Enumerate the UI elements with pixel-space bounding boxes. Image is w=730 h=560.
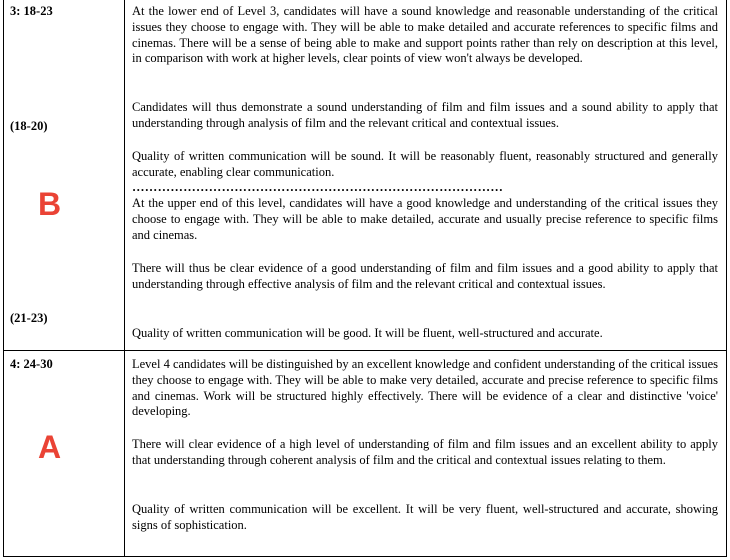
level-3-lower-paragraph-2: Candidates will thus demonstrate a sound understanding of film and film issues and a sound ability to apply that understanding through analysis of film and the relevant critical and contextual issues.	[132, 100, 718, 130]
grade-a: A	[38, 429, 62, 465]
level-3-label-cell	[4, 0, 125, 350]
level-4-paragraph-3: Quality of written communication will be excellent. It will be very fluent, well-structured and accurate, showing signs of sophistication.	[132, 502, 718, 532]
level-4-label-cell	[4, 351, 125, 556]
level-3-upper-paragraph-1: At the upper end of this level, candidates will have a good knowledge and understanding of the critical issues they choose to engage with. They will be able to make detailed, accurate and usually precise reference to specific films and cinemas.	[132, 196, 718, 242]
level-3-lower-paragraph-3: Quality of written communication will be sound. It will be reasonably fluent, reasonably structured and generally accurate, enabling clear communication.	[132, 149, 718, 179]
level-3-upper-range: (21-23)	[10, 311, 48, 325]
level-4-band: 4: 24-30	[10, 357, 53, 371]
level-3-lower-paragraph-1: At the lower end of Level 3, candidates will have a sound knowledge and reasonable understanding of the critical issues they choose to engage with. They will be able to make detailed and accurate references to specific films and cinemas. There will be a sense of being able to make and support points rather than rely on description at this level, in comparison with work at higher levels, clear points of view won't always be developed.	[132, 4, 718, 66]
mark-scheme-table	[3, 0, 727, 557]
level-3-row	[4, 0, 726, 350]
level-3-lower-range: (18-20)	[10, 119, 48, 133]
level-3-band: 3: 18-23	[10, 4, 53, 18]
level-4-paragraph-2: There will clear evidence of a high level of understanding of film and film issues and an excellent ability to apply that understanding through coherent analysis of film and the critical and contextual issues relating to them.	[132, 437, 718, 467]
level-4-paragraph-1: Level 4 candidates will be distinguished by an excellent knowledge and confident understanding of the critical issues they choose to engage with. They will be able to make very detailed, accurate and precise reference to specific films and cinemas. Work will be structured highly effectively. There will be evidence of a clear and distinctive 'voice' developing.	[132, 357, 718, 419]
level-3-description-cell	[125, 0, 726, 350]
level-3-upper-paragraph-3: Quality of written communication will be good. It will be fluent, well-structured and accurate.	[132, 326, 603, 340]
level-3-upper-paragraph-2: There will thus be clear evidence of a good understanding of film and film issues and a good ability to apply that understanding through effective analysis of film and the relevant critical and contextual issues.	[132, 261, 718, 291]
grade-b: B	[38, 186, 62, 222]
level-4-row	[4, 350, 726, 556]
level-separator: ……………………………………………………………………………	[132, 182, 504, 192]
level-4-description-cell	[125, 351, 726, 556]
